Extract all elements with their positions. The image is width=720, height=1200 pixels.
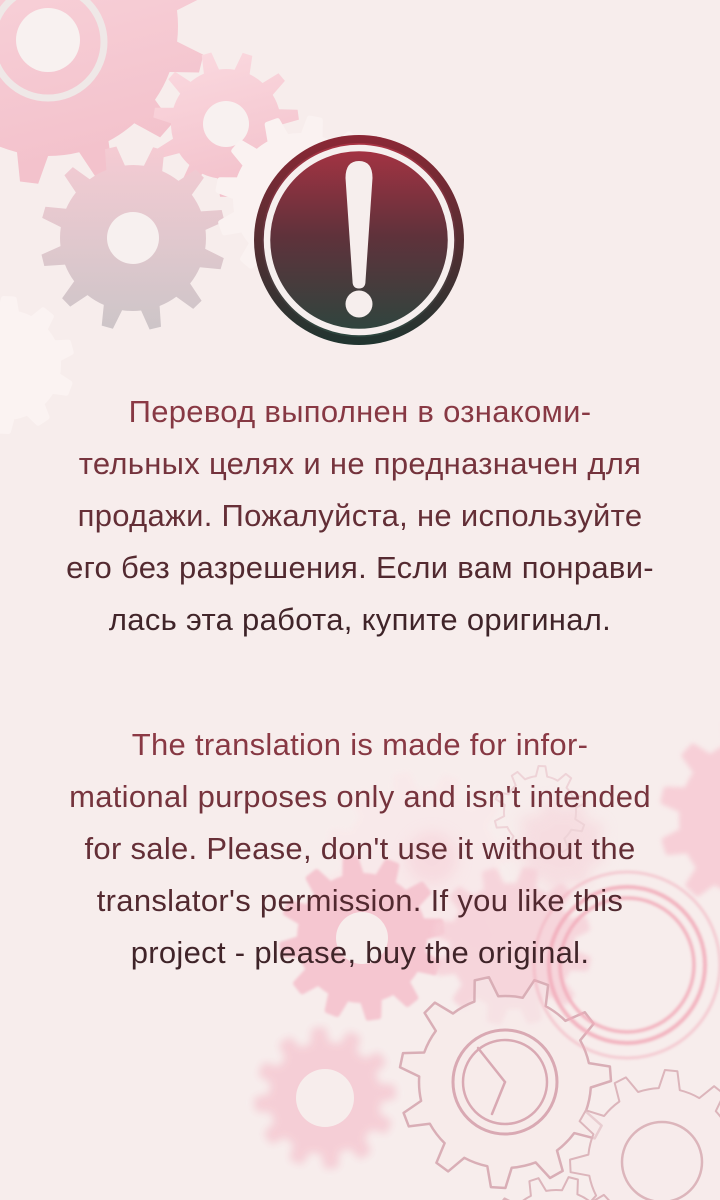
disclaimer-en-line: The translation is made for infor- <box>131 727 589 762</box>
disclaimer-ru-line: его без разрешения. Если вам понрави- <box>66 550 654 585</box>
gear-hole <box>296 1069 354 1127</box>
disclaimer-ru-line: тельных целях и не предназначен для <box>78 446 642 481</box>
disclaimer-en-line: project - please, buy the original. <box>130 935 590 970</box>
disclaimer-ru-line: Перевод выполнен в ознакоми- <box>128 394 592 429</box>
russian-disclaimer <box>0 386 720 646</box>
disclaimer-en-line: mational purposes only and isn't intended <box>69 779 651 814</box>
warning-icon <box>254 135 464 345</box>
disclaimer-en-line: translator's permission. If you like this <box>96 883 624 918</box>
disclaimer-ru-line: продажи. Пожалуйста, не используйте <box>77 498 643 533</box>
disclaimer-ru-line: лась эта работа, купите оригинал. <box>108 602 612 637</box>
gear-hole <box>16 8 80 72</box>
disclaimer-en-line: for sale. Please, don't use it without the <box>84 831 636 866</box>
gear-hole <box>107 212 159 264</box>
exclamation-dot-icon <box>346 291 373 318</box>
english-disclaimer <box>0 719 720 979</box>
gear-hole <box>203 101 249 147</box>
